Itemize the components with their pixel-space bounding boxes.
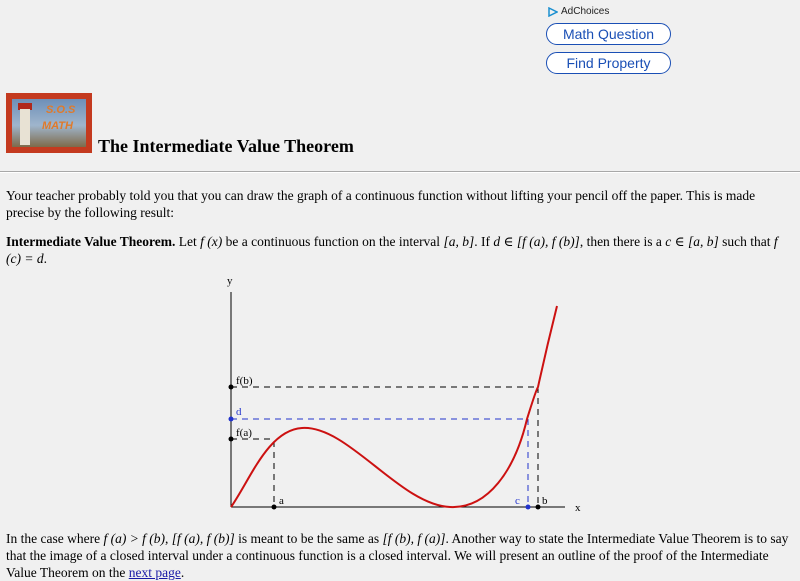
function-curve [231,306,557,507]
c-label: c [515,495,520,507]
theorem-math: [a, b] [443,234,475,249]
fa-label: f(a) [236,427,252,439]
find-property-button[interactable]: Find Property [546,52,671,74]
a-label: a [279,495,284,507]
b-label: b [542,495,548,507]
x-axis-label: x [575,502,581,514]
theorem-math: f (c) = d [6,234,778,266]
theorem-text: such that [722,234,771,249]
closing-text: , [165,531,169,546]
theorem-math: d ∈ [f (a), f (b)] [493,234,580,249]
y-axis-label: y [227,275,233,287]
b-point [536,505,541,510]
d-point [229,417,234,422]
theorem-math: c ∈ [a, b] [665,234,719,249]
fa-point [229,437,234,442]
fb-point [229,385,234,390]
logo-text-math: MATH [42,120,73,132]
logo-text-sos: S.O.S [46,104,76,116]
theorem-text: . If [474,234,490,249]
theorem-text: . [43,251,47,266]
intro-paragraph: Your teacher probably told you that you can draw the graph of a continuous function without lifting your pencil off the paper. This is made precise by the following result: [6,188,756,220]
closing-text: is meant to be the same as [238,531,380,546]
page-title: The Intermediate Value Theorem [98,136,354,156]
a-point [272,505,277,510]
theorem-text: be a continuous function on the interval [225,234,441,249]
theorem-heading: Intermediate Value Theorem. [6,234,176,249]
math-question-button[interactable]: Math Question [546,23,671,45]
d-label: d [236,406,242,418]
closing-math: f (a) > f (b) [103,531,166,546]
next-page-link[interactable]: next page [128,565,181,580]
closing-text: In the case where [6,531,101,546]
theorem-math: f (x) [200,234,223,249]
fb-label: f(b) [236,375,253,387]
theorem-text: , then there is a [579,234,662,249]
closing-text: . Another way to state the Intermediate Value Theorem is to say that the image of a closed interval under a continuous function is a closed interval. We will present an outline of the proof of the Intermediate Value Theorem on the [6,531,789,580]
closing-text: . [180,565,185,580]
ad-choices-label: AdChoices [561,6,610,17]
closing-math: [f (b), f (a)] [382,531,446,546]
c-point [526,505,531,510]
closing-math: [f (a), f (b)] [171,531,235,546]
theorem-text: Let [178,234,197,249]
closing-paragraph [6,530,794,581]
